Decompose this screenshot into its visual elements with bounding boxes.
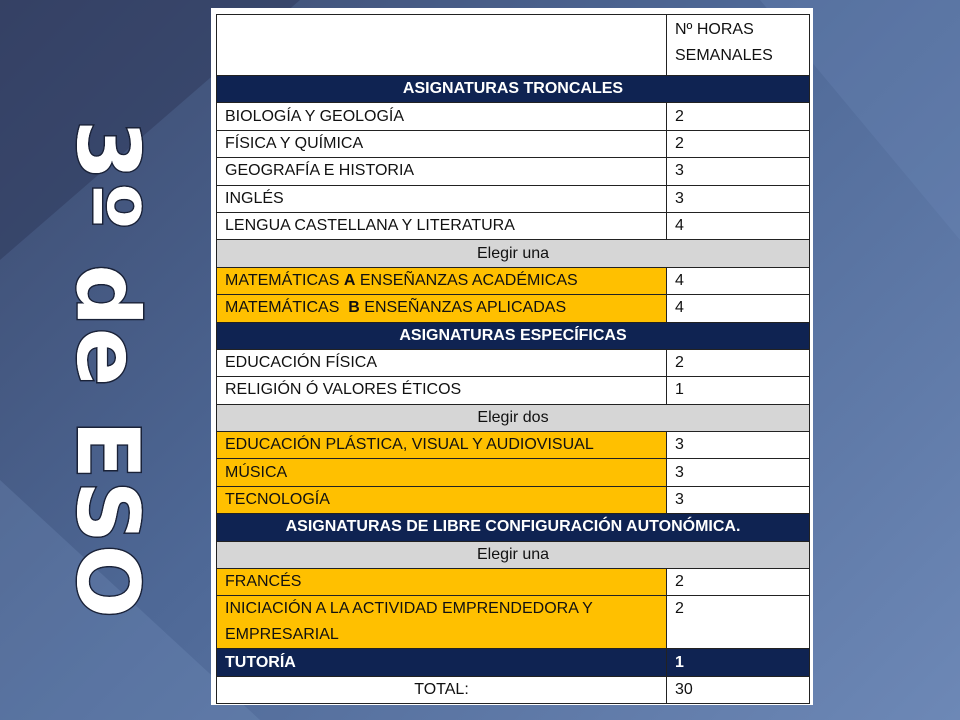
- option-letter: B: [348, 299, 360, 317]
- hours-cell: 1: [667, 377, 810, 404]
- option-subject-cell: TECNOLOGÍA: [217, 486, 667, 513]
- option-row: [217, 432, 810, 459]
- hours-cell: 2: [667, 596, 810, 649]
- option-subject-cell: EDUCACIÓN PLÁSTICA, VISUAL Y AUDIOVISUAL: [217, 432, 667, 459]
- subject-cell: FÍSICA Y QUÍMICA: [217, 130, 667, 157]
- option-row: [217, 569, 810, 596]
- hours-cell: 3: [667, 185, 810, 212]
- header-hours-cell: Nº HORAS SEMANALES: [667, 15, 810, 76]
- hours-cell: 3: [667, 459, 810, 486]
- hours-cell: 4: [667, 295, 810, 322]
- option-subject-cell: [217, 295, 667, 322]
- section-heading: ASIGNATURAS ESPECÍFICAS: [217, 322, 810, 349]
- option-row: [217, 295, 810, 322]
- table-row: [217, 130, 810, 157]
- hours-cell: 4: [667, 212, 810, 239]
- tutoria-row: [217, 649, 810, 676]
- slide-title-text: 3º de ESO: [57, 120, 157, 620]
- hours-cell: 3: [667, 158, 810, 185]
- section-libre: [217, 514, 810, 541]
- hours-cell: 4: [667, 267, 810, 294]
- choose-label: Elegir una: [217, 240, 810, 267]
- section-especificas: [217, 322, 810, 349]
- choose-row: [217, 404, 810, 431]
- choose-label: Elegir dos: [217, 404, 810, 431]
- total-label: TOTAL:: [217, 676, 667, 703]
- option-text-post: ENSEÑANZAS APLICADAS: [359, 299, 567, 317]
- choose-row: [217, 240, 810, 267]
- subject-cell: RELIGIÓN Ó VALORES ÉTICOS: [217, 377, 667, 404]
- option-text-post: ENSEÑANZAS ACADÉMICAS: [355, 271, 578, 289]
- hours-cell: 2: [667, 569, 810, 596]
- header-subject-cell: [217, 15, 667, 76]
- option-letter: A: [343, 271, 356, 289]
- subject-cell: INGLÉS: [217, 185, 667, 212]
- subject-cell: GEOGRAFÍA E HISTORIA: [217, 158, 667, 185]
- section-troncales: [217, 76, 810, 103]
- option-row: [217, 267, 810, 294]
- option-row: [217, 486, 810, 513]
- table-row: [217, 103, 810, 130]
- choose-row: [217, 541, 810, 568]
- option-text-pre: MATEMÁTICAS: [225, 299, 349, 317]
- option-text-pre: MATEMÁTICAS: [225, 271, 344, 289]
- tutoria-label: TUTORÍA: [217, 649, 667, 676]
- table-row: [217, 158, 810, 185]
- option-row: [217, 459, 810, 486]
- option-subject-cell: INICIACIÓN A LA ACTIVIDAD EMPRENDEDORA Y EMPRESARIAL: [217, 596, 667, 649]
- slide-title: [52, 120, 162, 620]
- option-row: [217, 596, 810, 649]
- option-subject-cell: MÚSICA: [217, 459, 667, 486]
- hours-cell: 2: [667, 103, 810, 130]
- schedule-sheet: [211, 8, 813, 705]
- section-heading: ASIGNATURAS TRONCALES: [217, 76, 810, 103]
- section-heading: ASIGNATURAS DE LIBRE CONFIGURACIÓN AUTONÓMICA.: [217, 514, 810, 541]
- table-row: [217, 349, 810, 376]
- hours-cell: 2: [667, 130, 810, 157]
- total-row: [217, 676, 810, 703]
- table-header-row: [217, 15, 810, 76]
- choose-label: Elegir una: [217, 541, 810, 568]
- table-row: [217, 377, 810, 404]
- option-subject-cell: [217, 267, 667, 294]
- tutoria-hours: 1: [667, 649, 810, 676]
- option-subject-cell: FRANCÉS: [217, 569, 667, 596]
- hours-cell: 3: [667, 432, 810, 459]
- subjects-table: [216, 14, 810, 704]
- table-row: [217, 185, 810, 212]
- hours-cell: 2: [667, 349, 810, 376]
- subject-cell: LENGUA CASTELLANA Y LITERATURA: [217, 212, 667, 239]
- table-row: [217, 212, 810, 239]
- total-hours: 30: [667, 676, 810, 703]
- subject-cell: BIOLOGÍA Y GEOLOGÍA: [217, 103, 667, 130]
- hours-cell: 3: [667, 486, 810, 513]
- subject-cell: EDUCACIÓN FÍSICA: [217, 349, 667, 376]
